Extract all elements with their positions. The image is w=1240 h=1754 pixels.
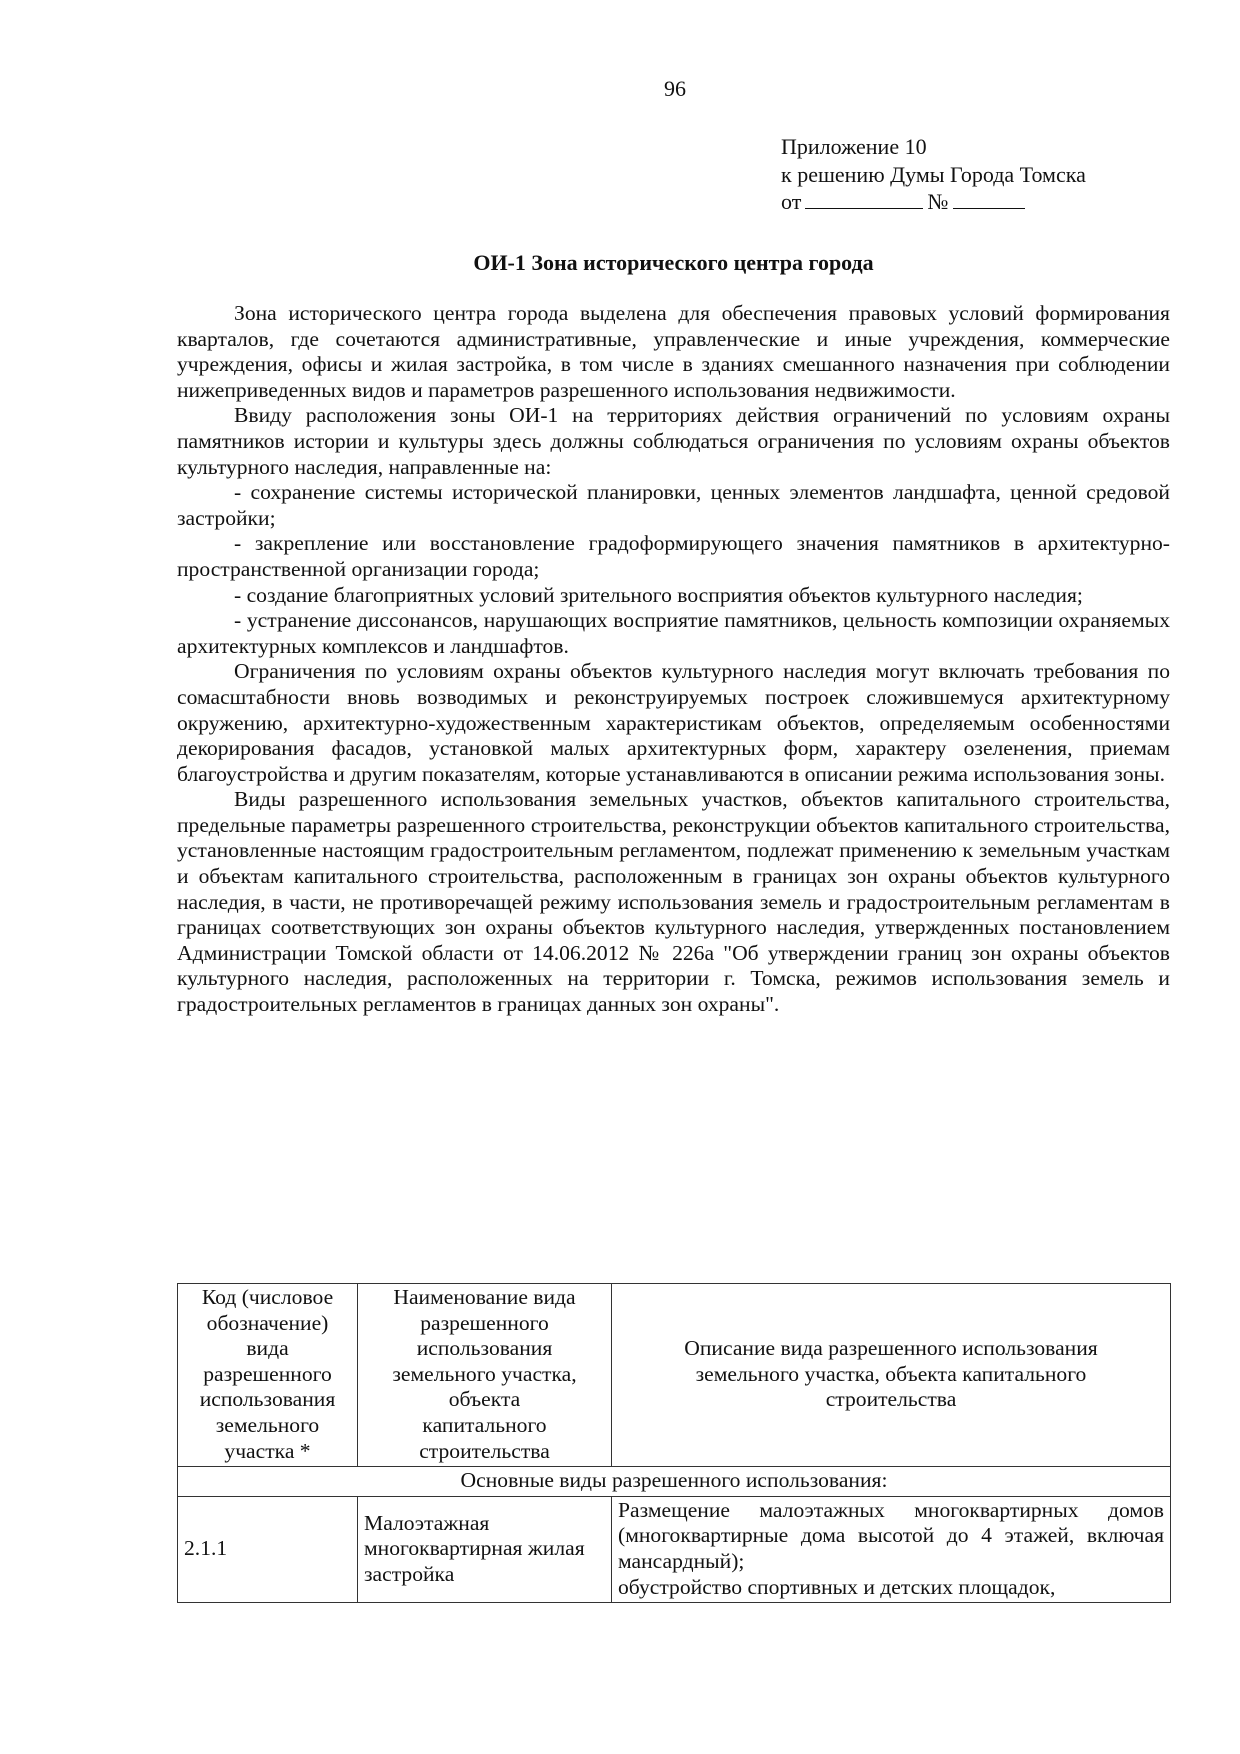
appendix-header <box>781 133 1086 216</box>
table-row <box>178 1496 1171 1602</box>
description-line: Размещение малоэтажных многоквартирных домов (многоквартирные дома высотой до 4 этажей, включая мансардный); <box>618 1497 1164 1573</box>
number-sign: № <box>927 189 949 214</box>
header-code <box>178 1284 358 1467</box>
header-line: земельного участка, объекта капитального <box>695 1361 1087 1386</box>
header-line: использования <box>416 1336 553 1361</box>
header-line: земельного <box>215 1412 320 1437</box>
header-line: использования <box>199 1387 336 1412</box>
document-body <box>177 301 1170 1018</box>
appendix-title: Приложение 10 <box>781 134 927 159</box>
list-item: - создание благоприятных условий зрительного восприятия объектов культурного наследия; <box>234 582 1083 607</box>
cell-code: 2.1.1 <box>178 1496 358 1602</box>
header-line: капитального <box>422 1412 547 1437</box>
page-number: 96 <box>664 76 686 101</box>
header-line: строительства <box>825 1387 957 1412</box>
header-line: разрешенного <box>203 1361 332 1386</box>
table-section-row <box>178 1467 1171 1497</box>
description-line: обустройство спортивных и детских площадок, <box>618 1574 1056 1599</box>
document-title: ОИ-1 Зона исторического центра города <box>473 250 874 275</box>
header-line: Наименование вида <box>393 1285 576 1309</box>
from-label: от <box>781 189 802 214</box>
header-line: Код (числовое <box>201 1285 334 1309</box>
paragraph-requirements: Ограничения по условиям охраны объектов культурного наследия могут включать требования по сомасштабности вновь возводимых и реконструируемых построек сложившемуся архитектурному окружению, архитектурно-художественным характеристикам объектов, определяемым особенностями декорирования фасадов, установкой малых архитектурных форм, характеру озеленения, приемам благоустройства и другим показателям, которые устанавливаются в описании режима использования зоны. <box>177 659 1170 786</box>
header-line: участка * <box>224 1438 311 1463</box>
header-description <box>612 1284 1171 1467</box>
section-title: Основные виды разрешенного использования: <box>178 1467 1171 1497</box>
paragraph-restrictions: Ввиду расположения зоны ОИ-1 на территориях действия ограничений по условиям охраны памятников истории и культуры здесь должны соблюдаться ограничения по условиям охраны объектов культурного наследия, направленные на: <box>177 403 1170 479</box>
cell-description <box>612 1496 1171 1602</box>
header-line: вида <box>246 1336 289 1361</box>
paragraph-intro: Зона исторического центра города выделена для обеспечения правовых условий формирования кварталов, где сочетаются административные, управленческие и иные учреждения, коммерческие учреждения, офисы и жилая застройка, в том числе в зданиях смешанного назначения при соблюдении нижеприведенных видов и параметров разрешенного использования недвижимости. <box>177 301 1170 402</box>
header-name <box>358 1284 612 1467</box>
header-line: разрешенного <box>420 1310 549 1335</box>
date-blank <box>805 190 923 209</box>
cell-name: Малоэтажная многоквартирная жилая застройка <box>358 1496 612 1602</box>
header-line: обозначение) <box>206 1310 329 1335</box>
header-line: строительства <box>419 1438 550 1463</box>
number-blank <box>953 190 1025 209</box>
header-line: Описание вида разрешенного использования <box>684 1336 1098 1361</box>
header-line: земельного участка, <box>392 1361 577 1386</box>
appendix-date-number <box>781 188 1086 216</box>
paragraph-permitted-uses: Виды разрешенного использования земельных участков, объектов капитального строительства, предельные параметры разрешенного строительства, реконструкции объектов капитального строительства, установленные настоящим градостроительным регламентом, подлежат применению к земельным участкам и объектам капитального строительства, расположенным в границах зон охраны объектов культурного наследия, в части, не противоречащей режиму использования земель и градостроительным регламентам в границах соответствующих зон охраны объектов культурного наследия, утвержденных постановлением Администрации Томской области от 14.06.2012 № 226а "Об утверждении границ зон охраны объектов культурного наследия, расположенных на территории г. Томска, режимов использования земель и градостроительных регламентов в границах данных зон охраны". <box>177 787 1170 1017</box>
list-item: - устранение диссонансов, нарушающих восприятие памятников, цельность композиции охраняемых архитектурных комплексов и ландшафтов. <box>177 608 1170 658</box>
table-header-row <box>178 1284 1171 1467</box>
list-item: - закрепление или восстановление градоформирующего значения памятников в архитектурно-пространственной организации города; <box>177 531 1170 581</box>
appendix-decision: к решению Думы Города Томска <box>781 161 1086 187</box>
list-item: - сохранение системы исторической планировки, ценных элементов ландшафта, ценной средовой застройки; <box>177 480 1170 530</box>
header-line: объекта <box>448 1387 521 1412</box>
permitted-use-table <box>177 1283 1171 1603</box>
